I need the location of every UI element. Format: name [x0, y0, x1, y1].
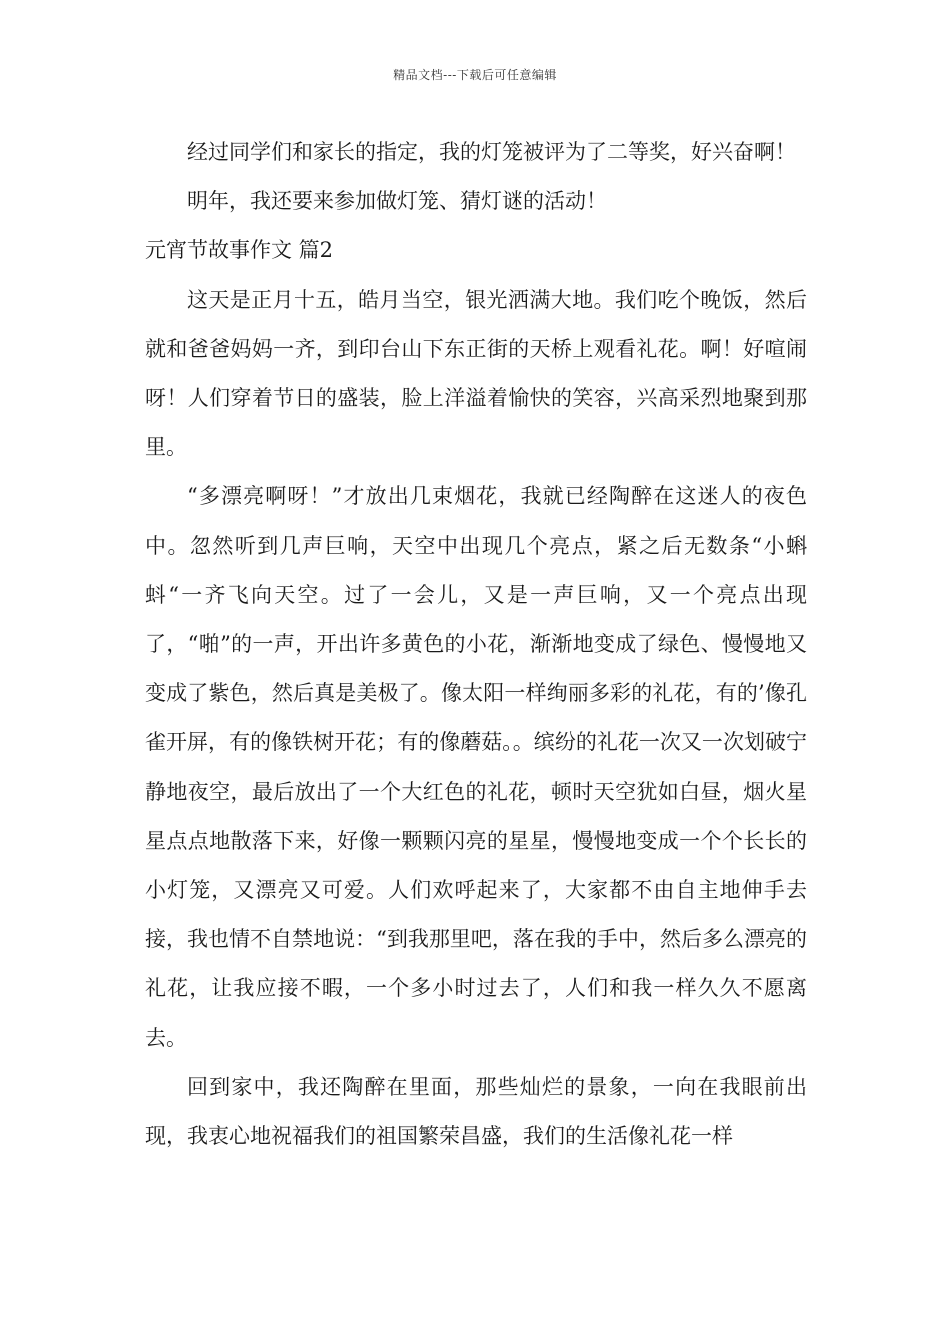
- paragraph-fireworks: “多漂亮啊呀！”才放出几束烟花，我就已经陶醉在这迷人的夜色中。忽然听到几声巨响，天空中出现几个亮点，紧之后无数条“小蝌蚪“一齐飞向天空。过了一会儿，又是一声巨响，又一个亮点出现了，“啪”的一声，开出许多黄色的小花，渐渐地变成了绿色、慢慢地又变成了紫色，然后真是美极了。像太阳一样绚丽多彩的礼花，有的’像孔雀开屏，有的像铁树开花；有的像蘑菇。。缤纷的礼花一次又一次划破宁静地夜空，最后放出了一个大红色的礼花，顿时天空犹如白昼，烟火星星点点地散落下来，好像一颗颗闪亮的星星，慢慢地变成一个个长长的小灯笼，又漂亮又可爱。人们欢呼起来了，大家都不由自主地伸手去接，我也情不自禁地说：“到我那里吧，落在我的手中，然后多么漂亮的礼花，让我应接不暇，一个多小时过去了，人们和我一样久久不愿离去。: [145, 484, 807, 1050]
- page-header: 精品文档---下载后可任意编辑: [393, 68, 557, 82]
- paragraph-award: 经过同学们和家长的指定，我的灯笼被评为了二等奖，好兴奋啊！: [187, 140, 796, 164]
- section-heading: 元宵节故事作文 篇2: [145, 238, 334, 263]
- document-body: [145, 128, 807, 1161]
- paragraph-next-year: 明年，我还要来参加做灯笼、猜灯谜的活动！: [187, 189, 607, 214]
- paragraph-festival-night: 这天是正月十五，皓月当空，银光洒满大地。我们吃个晚饭，然后就和爸爸妈妈一齐，到印台山下东正街的天桥上观看礼花。啊！好喧闹呀！人们穿着节日的盛装，脸上洋溢着愉快的笑容，兴高采烈地聚到那里。: [145, 287, 807, 460]
- paragraph-home: 回到家中，我还陶醉在里面，那些灿烂的景象，一向在我眼前出现，我衷心地祝福我们的祖国繁荣昌盛，我们的生活像礼花一样: [145, 1074, 807, 1149]
